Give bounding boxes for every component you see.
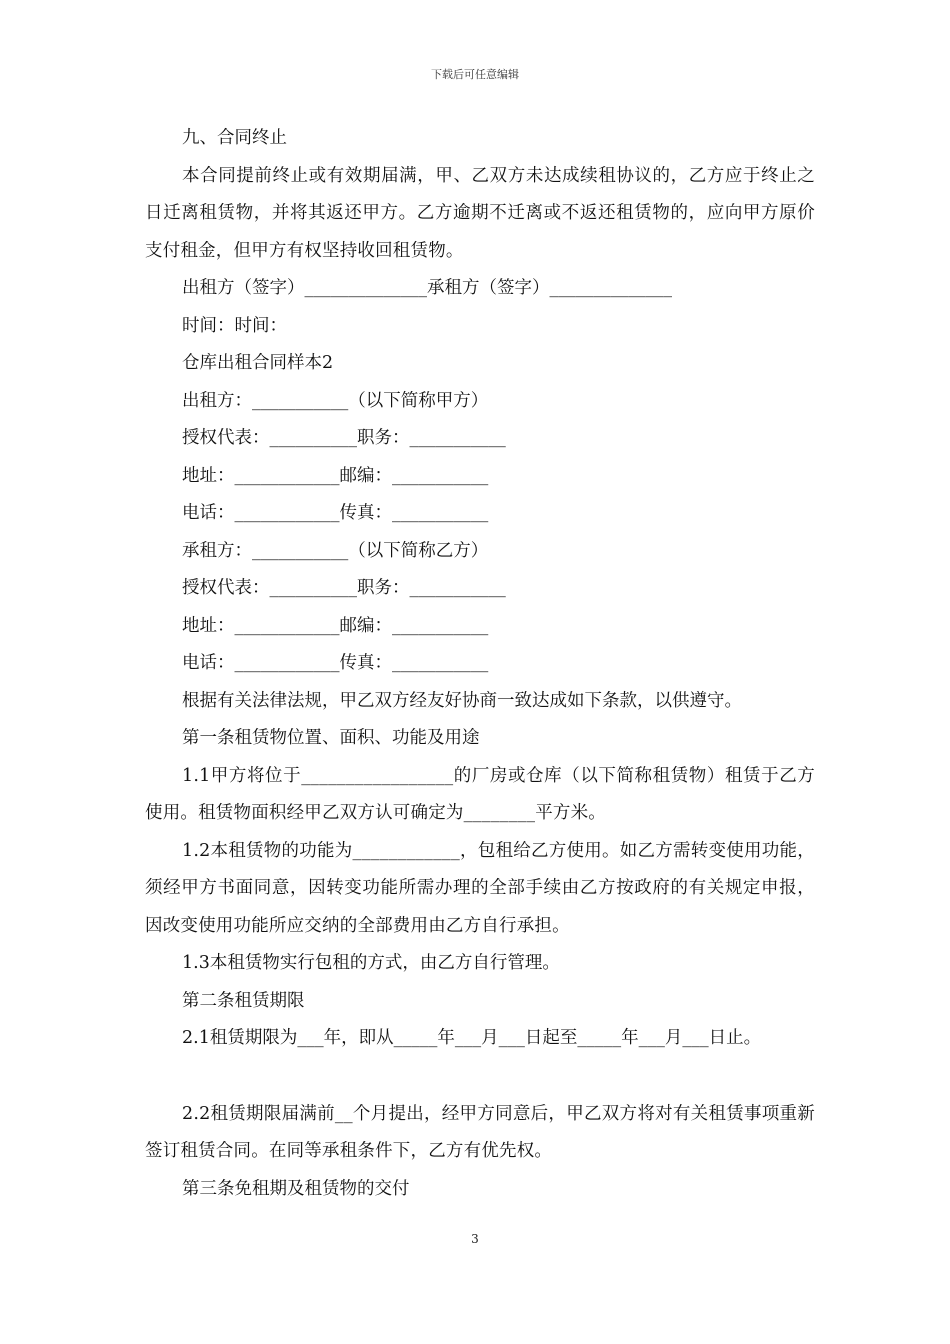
- lessee-address-line: 地址：____________邮编：___________: [182, 615, 489, 636]
- clause-1-3: 1.3本租赁物实行包租的方式，由乙方自行管理。: [182, 953, 560, 973]
- clause-1-2: 1.2本租赁物的功能为____________，包租给乙方使用。如乙方需转变使用功能，须经甲方书面同意，因转变功能所需办理的全部手续由乙方按政府的有关规定申报，因改变使用功能所应交纳的全部费用由乙方自行承担。: [145, 840, 815, 936]
- clause-2-2: 2.2租赁期限届满前__个月提出，经甲方同意后，甲乙双方将对有关租赁事项重新签订租赁合同。在同等承租条件下，乙方有优先权。: [145, 1103, 815, 1161]
- section-heading-termination: 九、合同终止: [182, 128, 287, 148]
- date-line: 时间：时间：: [182, 315, 287, 336]
- page-header: 下载后可任意编辑: [431, 68, 519, 81]
- lessor-representative-line: 授权代表：__________职务：___________: [182, 428, 506, 448]
- lessor-address-line: 地址：____________邮编：___________: [182, 465, 489, 486]
- article-2-heading: 第二条租赁期限: [182, 990, 305, 1011]
- document-body: [145, 120, 815, 1208]
- clause-2-1: 2.1租赁期限为___年，即从_____年___月___日起至_____年___月___日止。: [182, 1028, 762, 1048]
- lessee-line: 承租方：___________（以下简称乙方）: [182, 540, 489, 561]
- paragraph-termination-terms: 本合同提前终止或有效期届满，甲、乙双方未达成续租协议的，乙方应于终止之日迁离租赁物，并将其返还甲方。乙方逾期不迁离或不返还租赁物的，应向甲方原价支付租金，但甲方有权坚持收回租赁物。: [145, 165, 815, 261]
- lessor-phone-line: 电话：____________传真：___________: [182, 503, 489, 523]
- article-3-heading: 第三条免租期及租赁物的交付: [182, 1178, 410, 1199]
- signature-line: 出租方（签字）______________承租方（签字）______________: [182, 278, 672, 298]
- clause-1-1: 1.1甲方将位于_________________的厂房或仓库（以下简称租赁物）租赁于乙方使用。租赁物面积经甲乙双方认可确定为________平方米。: [145, 765, 815, 823]
- lessor-line: 出租方：___________（以下简称甲方）: [182, 390, 489, 411]
- preamble-paragraph: 根据有关法律法规，甲乙双方经友好协商一致达成如下条款，以供遵守。: [182, 690, 742, 711]
- lessee-phone-line: 电话：____________传真：___________: [182, 653, 489, 673]
- lessee-representative-line: 授权代表：__________职务：___________: [182, 578, 506, 598]
- page-number: 3: [471, 1232, 479, 1246]
- blank-line: [145, 1058, 815, 1096]
- contract-sample-title: 仓库出租合同样本2: [182, 353, 334, 373]
- article-1-heading: 第一条租赁物位置、面积、功能及用途: [182, 728, 480, 748]
